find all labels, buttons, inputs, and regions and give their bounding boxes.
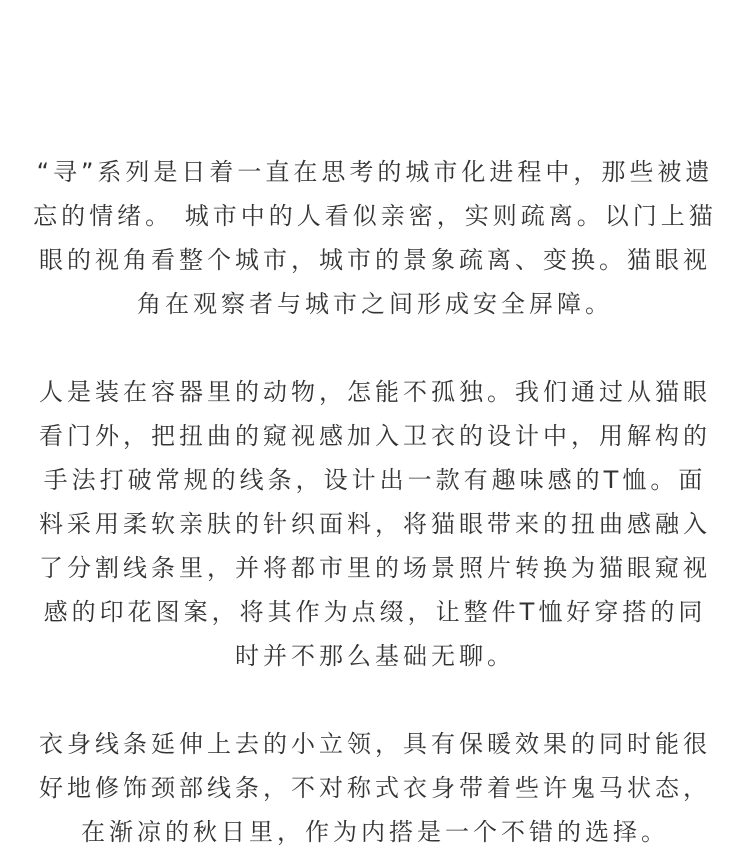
paragraph-design	[0, 370, 750, 678]
text-line: 手法打破常规的线条，设计出一款有趣味感的T恤。面	[43, 466, 707, 494]
paragraph-gap	[0, 326, 750, 370]
text-line: 感的印花图案，将其作为点缀，让整件T恤好穿搭的同	[43, 598, 707, 626]
text-line: 好地修饰颈部线条，不对称式衣身带着些许鬼马状态，	[39, 774, 711, 802]
text-line: 衣身线条延伸上去的小立领，具有保暖效果的同时能很	[39, 730, 711, 758]
text-line: “寻”系列是日着一直在思考的城市化进程中，那些被遗	[36, 158, 714, 186]
text-line: 料采用柔软亲肤的针织面料，将猫眼带来的扭曲感融入	[39, 510, 711, 538]
article-body	[0, 150, 750, 854]
paragraph-intro	[0, 150, 750, 326]
text-line: 忘的情绪。 城市中的人看似亲密，实则疏离。以门上猫	[33, 202, 717, 230]
text-line: 眼的视角看整个城市，城市的景象疏离、变换。猫眼视	[39, 246, 711, 274]
paragraph-gap	[0, 678, 750, 722]
text-line: 角在观察者与城市之间形成安全屏障。	[137, 290, 613, 318]
paragraph-collar	[0, 722, 750, 854]
text-line: 了分割线条里，并将都市里的场景照片转换为猫眼窥视	[39, 554, 711, 582]
text-line: 看门外，把扭曲的窥视感加入卫衣的设计中，用解构的	[39, 422, 711, 450]
text-line: 时并不那么基础无聊。	[235, 642, 515, 670]
text-line: 人是装在容器里的动物，怎能不孤独。我们通过从猫眼	[39, 378, 711, 406]
text-line: 在渐凉的秋日里，作为内搭是一个不错的选择。	[81, 818, 669, 846]
